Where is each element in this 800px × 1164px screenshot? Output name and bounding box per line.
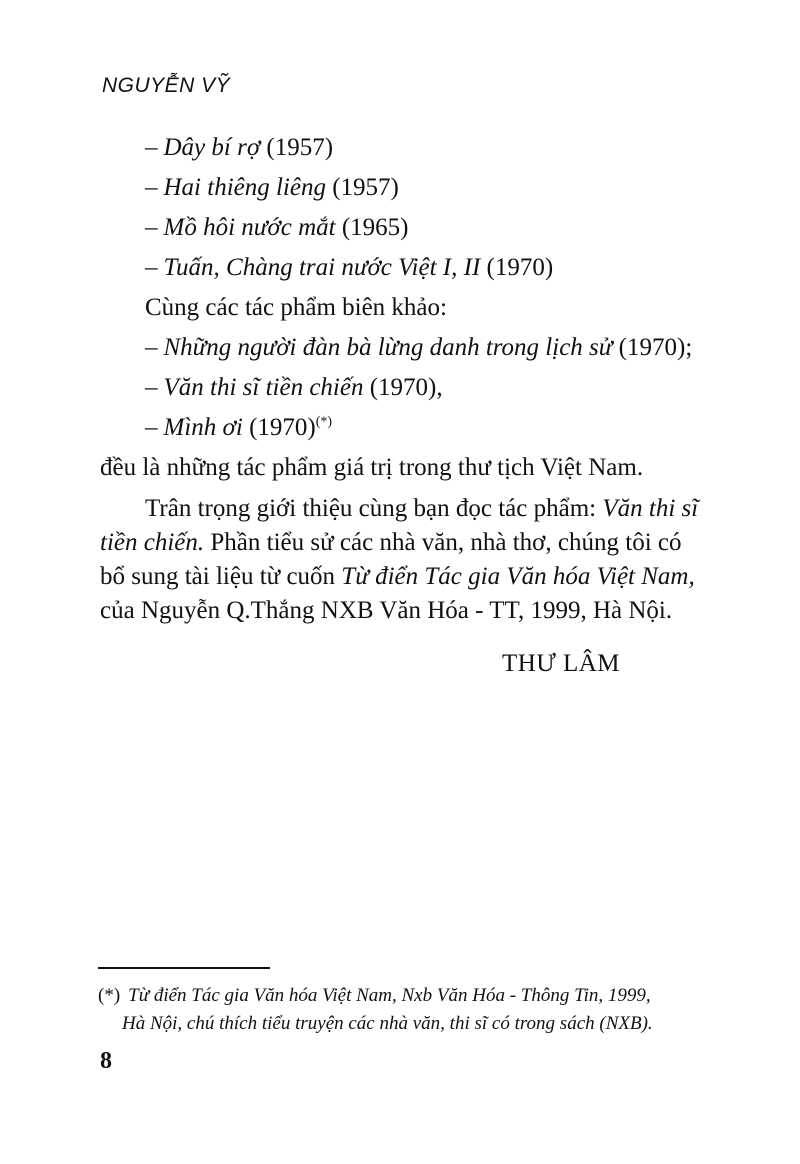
work-title: Hai thiêng liêng [163,174,326,201]
footnote-marker: (*) [98,985,121,1006]
work-item: – Hai thiêng liêng (1957) [145,174,399,201]
work-year: (1957) [266,134,334,161]
work-title: Tuấn, Chàng trai nước Việt I, II [163,254,481,281]
closing-line: đều là những tác phẩm giá trị trong thư tịch Việt Nam. [100,454,644,481]
intro-paragraph-line-2: tiền chiến. Phần tiểu sử các nhà văn, nhà thơ, chúng tôi có [100,529,682,556]
work-title: Văn thi sĩ tiền chiến [163,374,364,401]
work-year: (1970); [618,334,693,361]
research-work-item: – Văn thi sĩ tiền chiến (1970), [145,374,443,401]
work-item: – Tuấn, Chàng trai nước Việt I, II (1970) [145,254,554,281]
work-title: Mình ơi [163,414,243,441]
work-title: Mồ hôi nước mắt [163,214,336,241]
footnote-reference: (*) [315,414,333,430]
intro-paragraph-line-1: Trân trọng giới thiệu cùng bạn đọc tác phẩm: Văn thi sĩ [145,495,699,522]
footnote-divider [98,967,270,969]
research-intro: Cùng các tác phẩm biên khảo: [145,294,447,321]
research-work-item: – Mình ơi (1970)(*) [145,414,333,441]
research-work-item: – Những người đàn bà lừng danh trong lịch sử (1970); [145,334,693,361]
footnote-line-2: Hà Nội, chú thích tiểu truyện các nhà văn, thi sĩ có trong sách (NXB). [122,1013,653,1034]
work-year: (1970) [249,414,316,441]
work-year: (1965) [341,214,409,241]
work-title: Dây bí rợ [163,134,261,161]
page-number: 8 [100,1048,112,1074]
work-title: Những người đàn bà lừng danh trong lịch sử [163,334,613,361]
work-year: (1970), [369,374,443,401]
work-item: – Mồ hôi nước mắt (1965) [145,214,409,241]
signature: THƯ LÂM [502,650,621,677]
work-item: – Dây bí rợ (1957) [145,134,334,161]
intro-paragraph-line-3: bổ sung tài liệu từ cuốn Từ điển Tác gia Văn hóa Việt Nam, [100,563,695,590]
work-year: (1957) [332,174,399,201]
footnote-line-1: Từ điển Tác gia Văn hóa Việt Nam, Nxb Văn Hóa - Thông Tin, 1999, [128,985,651,1006]
work-year: (1970) [486,254,554,281]
intro-paragraph-line-4: của Nguyễn Q.Thắng NXB Văn Hóa - TT, 1999, Hà Nội. [100,597,673,624]
running-header-author: NGUYỄN VỸ [102,74,231,97]
footnote [98,982,653,1038]
